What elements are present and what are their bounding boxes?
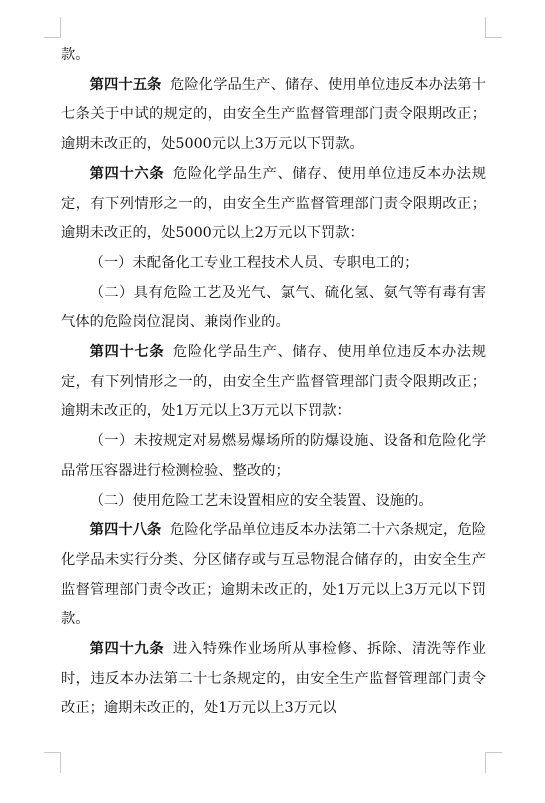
paragraph-text: （二）使用危险工艺未设置相应的安全装置、设施的。 — [89, 492, 433, 509]
article-heading: 第四十八条 — [89, 522, 162, 539]
crop-mark-top-left — [44, 17, 61, 38]
list-item — [61, 487, 486, 517]
article-paragraph — [61, 338, 486, 427]
article-paragraph — [61, 160, 486, 249]
crop-mark-top-right — [485, 17, 502, 38]
paragraph-text: （二）具有危险工艺及光气、氯气、硫化氢、氨气等有毒有害气体的危险岗位混岗、兼岗作业的。 — [61, 284, 486, 331]
list-item — [61, 279, 486, 338]
paragraph — [61, 41, 486, 71]
paragraph-text: 进入特殊作业场所从事检修、拆除、清洗等作业时，违反本办法第二十七条规定的，由安全生产监督管理部门责令改正；逾期未改正的，处1万元以上3万元以 — [61, 641, 487, 717]
article-heading: 第四十五条 — [89, 76, 162, 93]
paragraph-text: 危险化学品单位违反本办法第二十六条规定，危险化学品未实行分类、分区储存或与互忌物混合储存的，由安全生产监督管理部门责令改正；逾期未改正的，处1万元以上3万元以下罚款。 — [61, 522, 487, 628]
crop-mark-bottom-left — [44, 752, 61, 773]
paragraph-text: 危险化学品生产、储存、使用单位违反本办法规定，有下列情形之一的，由安全生产监督管理部门责令限期改正；逾期未改正的，处5000元以上2万元以下罚款： — [61, 165, 487, 242]
document-body — [61, 41, 486, 724]
paragraph-text: 危险化学品生产、储存、使用单位违反本办法第十七条关于中试的规定的，由安全生产监督管理部门责令限期改正；逾期未改正的，处5000元以上3万元以下罚款。 — [61, 76, 487, 153]
paragraph-text: （一）未按规定对易燃易爆场所的防爆设施、设备和危险化学品常压容器进行检测检验、整改的； — [61, 433, 486, 479]
article-heading: 第四十九条 — [89, 641, 165, 658]
article-heading: 第四十七条 — [89, 344, 165, 361]
paragraph-text: 危险化学品生产、储存、使用单位违反本办法规定，有下列情形之一的，由安全生产监督管理部门责令限期改正；逾期未改正的，处1万元以上3万元以下罚款： — [61, 344, 487, 420]
article-paragraph — [61, 516, 486, 635]
paragraph-text: 款。 — [61, 47, 90, 63]
crop-mark-bottom-right — [485, 752, 502, 773]
list-item — [61, 427, 486, 486]
paragraph-text: （一）未配备化工专业工程技术人员、专职电工的； — [89, 254, 419, 271]
article-paragraph — [61, 635, 486, 724]
article-heading: 第四十六条 — [89, 165, 165, 182]
article-paragraph — [61, 71, 486, 160]
list-item — [61, 249, 486, 279]
